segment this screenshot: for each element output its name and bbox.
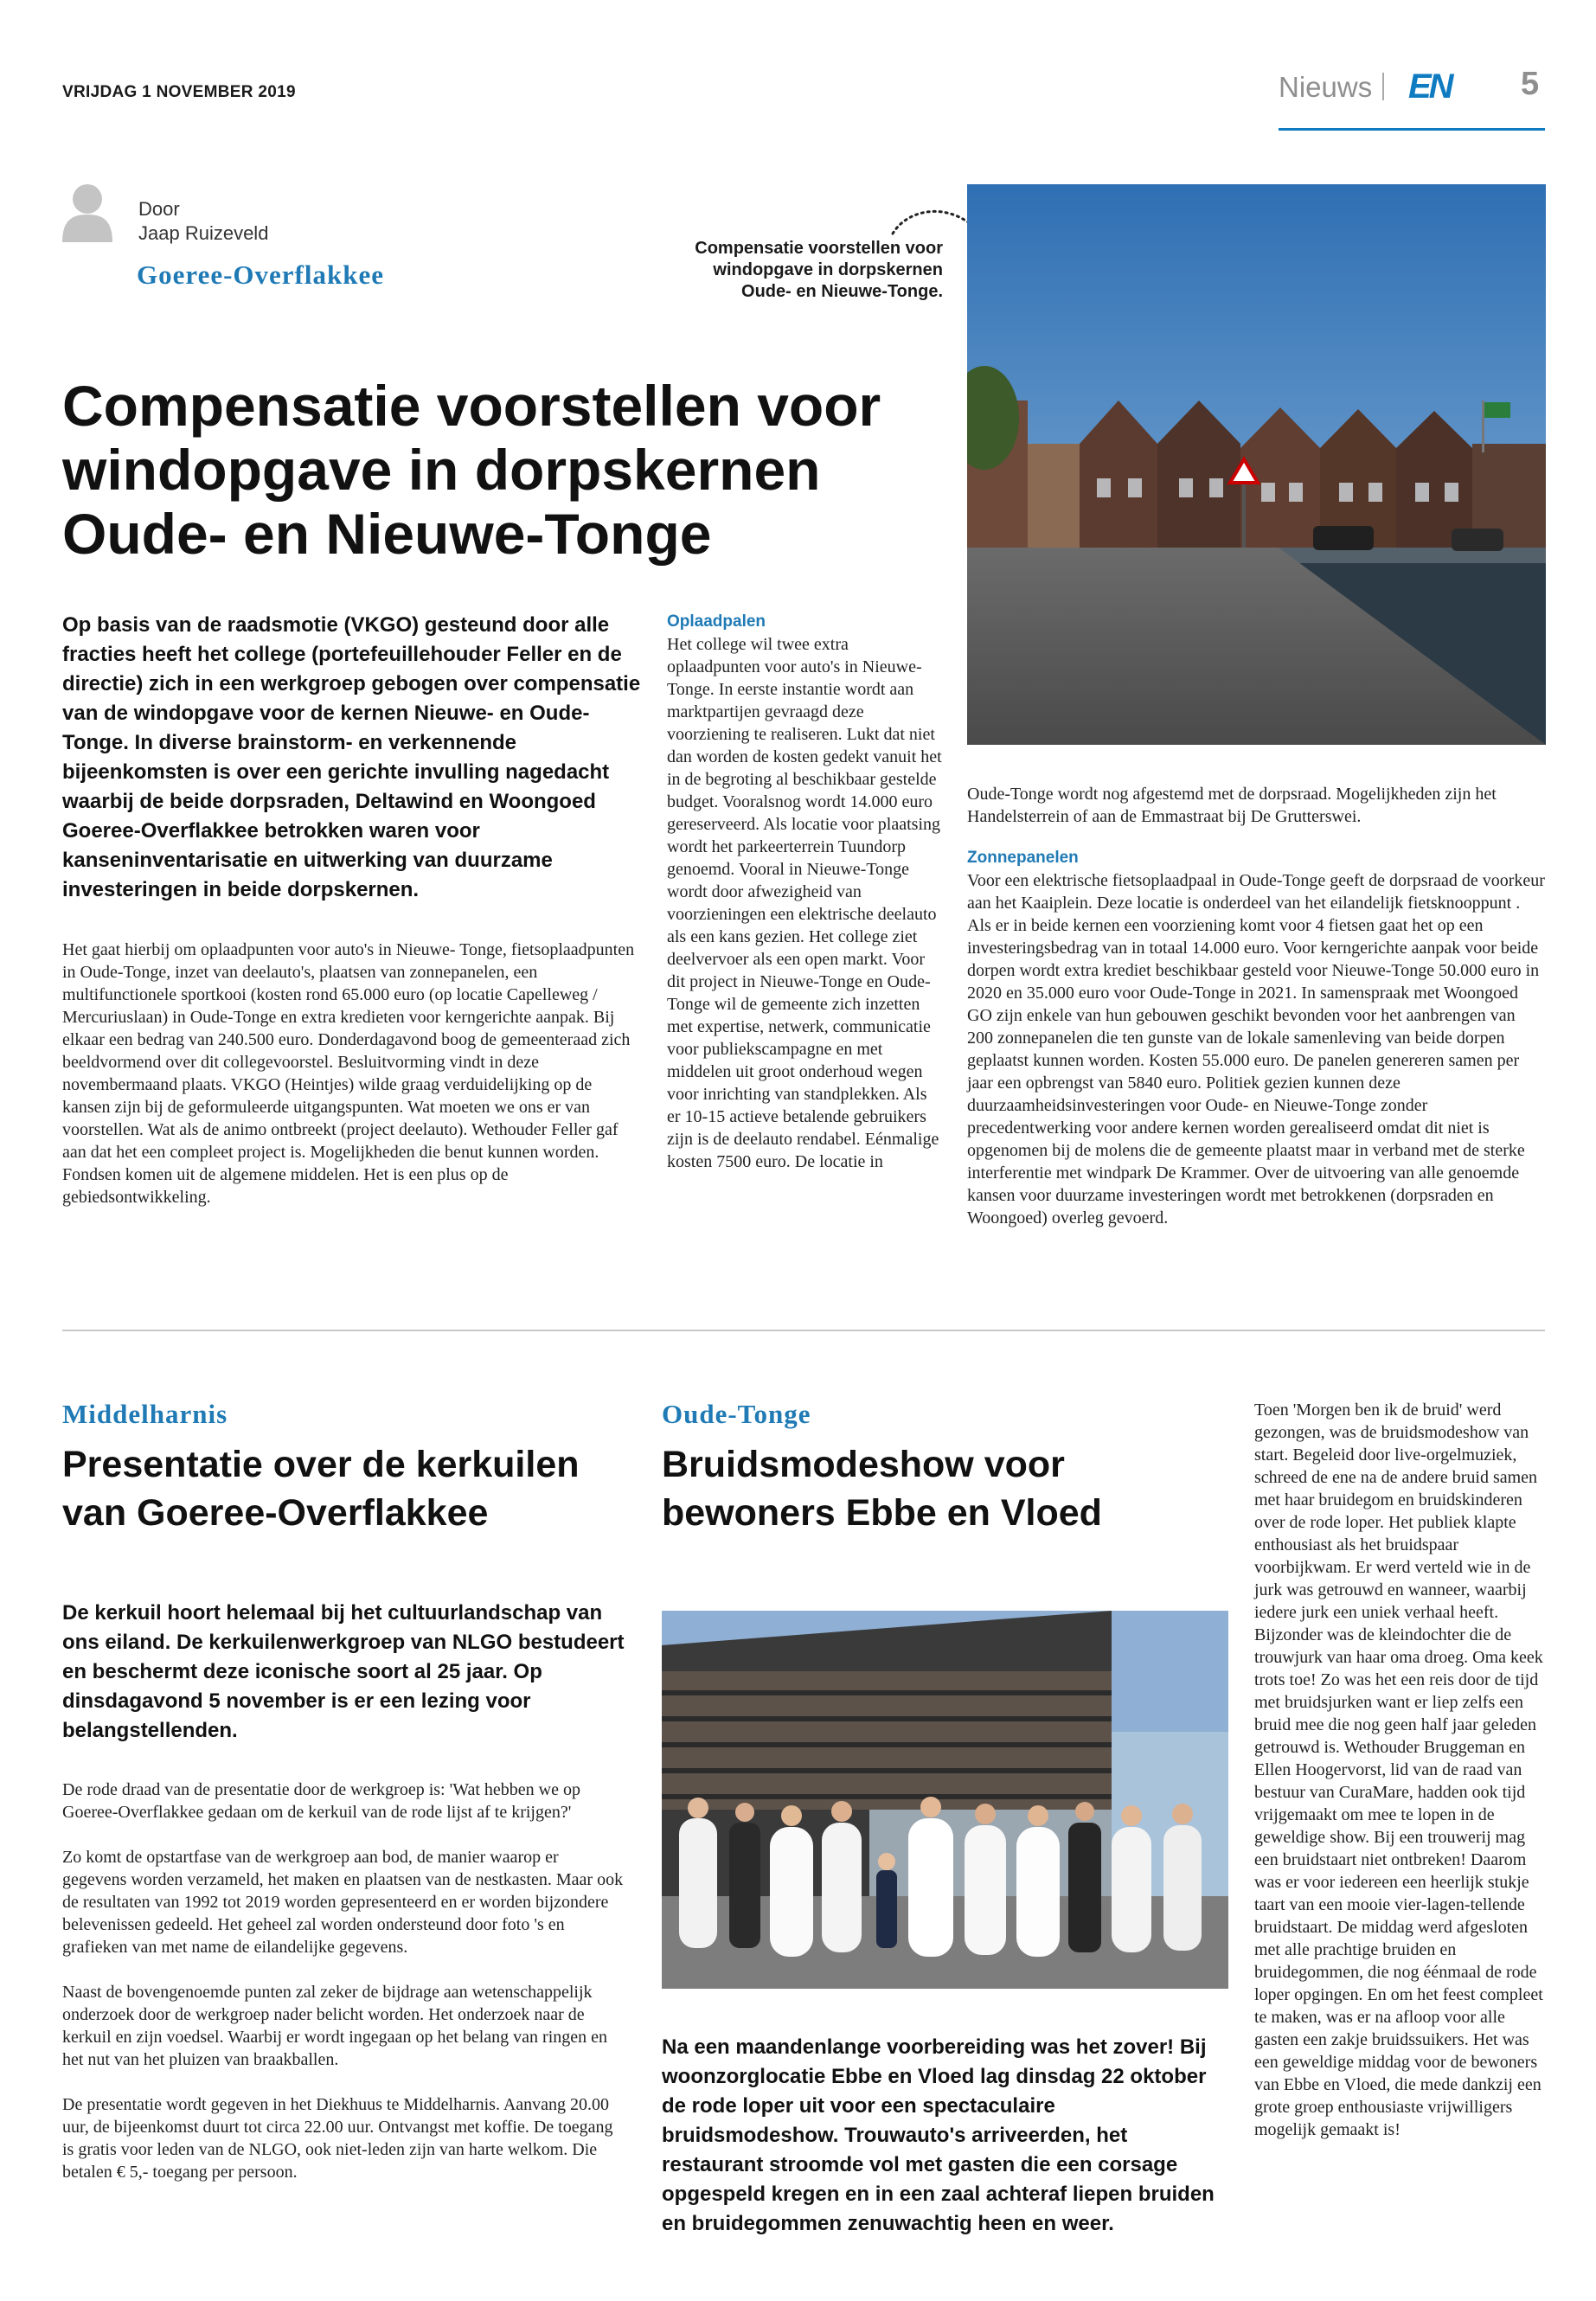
article-kicker: Middelharnis <box>62 1399 228 1429</box>
section-divider <box>62 1330 1545 1331</box>
header-rule <box>1279 128 1545 131</box>
issue-date: VRIJDAG 1 NOVEMBER 2019 <box>62 83 296 101</box>
bridal-show-photo <box>662 1611 1228 1989</box>
headline-text: Presentatie over de kerkuilen van Goeree-Overflakkee <box>62 1444 580 1534</box>
page-number: 5 <box>1521 66 1540 102</box>
column-3-continuation: Oude-Tonge wordt nog afgestemd met de dorpsraad. Mogelijkheden zijn het Handelsterrein of aan de Emmastraat bij De Grutterswei. <box>967 785 1497 826</box>
headline-text: Bruidsmodeshow voor bewoners Ebbe en Vloed <box>662 1444 1102 1534</box>
article-headline <box>662 1440 1215 1537</box>
subhead-oplaadpalen: Oplaadpalen <box>667 612 766 631</box>
byline-prefix: Door <box>138 198 180 220</box>
oplaadpalen-text: Het college wil twee extra oplaadpunten voor auto's in Nieuwe-Tonge. In eerste instantie wordt aan marktpartijen gevraagd deze voorziening te realiseren. Lukt dat niet dan worden de kosten gedekt vanuit het in de begroting al beschikbaar gestelde budget. Vooralsnog wordt 14.000 euro gereserveerd. Als locatie voor plaatsing wordt het parkeerterrein Tuundorp genoemd. Vooral in Nieuwe-Tonge wordt door afwezigheid van voorzieningen een elektrische deelauto als een kans gezien. Het college ziet deelvervoer als een open markt. Voor dit project in Nieuwe-Tonge en Oude-Tonge wil de gemeente zich inzetten met expertise, netwerk, communicatie voor publiekscampagne en met middelen uit groot onderhoud wegen voor inrichting van standplekken. Als er 10-15 actieve betalende gebruikers zijn is de deelauto rendabel. Eénmalige kosten 7500 euro. De locatie in <box>667 635 942 1171</box>
article-lead: De kerkuil hoort helemaal bij het cultuurlandschap van ons eiland. De kerkuilenwerkgroep van NLGO bestudeert en beschermt deze iconische soort al 25 jaar. Op dinsdagavond 5 november is er een lezing voor belangstellenden. <box>62 1601 625 1742</box>
author-name: Jaap Ruizeveld <box>138 222 269 244</box>
body-paragraph: De rode draad van de presentatie door de werkgroep is: 'Wat hebben we op Goeree-Overflakkee gedaan om de kerkuil van de rode lijst af te krijgen?' <box>62 1780 580 1822</box>
body-paragraph: Zo komt de opstartfase van de werkgroep aan bod, de manier waarop er gegevens worden verzameld, het maken en plaatsen van de nestkasten. Maar ook de resultaten van 1992 tot 2019 worden gepresenteerd en er worden bijzondere belevenissen gedeeld. Het geheel zal worden ondersteund door foto 's en grafieken van met name de eilandelijke gegevens. <box>62 1848 624 1957</box>
article-body: Toen 'Morgen ben ik de bruid' werd gezongen, was de bruidsmodeshow van start. Begeleid door live-orgelmuziek, schreed de ene na de andere bruid samen met haar bruidegom en bruidskinderen over de rode loper. Het publiek klapte enthousiast als het bruidspaar voorbijkwam. Er werd verteld wie in de jurk was getrouwd en wanneer, waarbij iedere jurk een uniek verhaal heeft. Bijzonder was de kleindochter die de trouwjurk van haar oma droeg. Oma keek trots toe! Zo was het een reis door de tijd met bruidsjurken want er liep zelfs een bruid mee die nog geen half jaar geleden getrouwd is. Wethouder Bruggeman en Ellen Hoogervorst, lid van de raad van bestuur van CuraMare, hadden ook tijd vrijgemaakt om mee te lopen in de geweldige show. Bij een trouwerij mag een bruidstaart niet ontbreken! Daarom was er voor iedereen een heerlijk stukje taart van een mooie vier-lagen-tellende bruidstaart. De middag werd afgesloten met alle prachtige bruiden en bruidegommen, die nog éénmaal de rode loper opgingen. En om het feest compleet te maken, was er na afloop voor alle gasten een zakje bruidssuikers. Het was een geweldige middag voor de bewoners van Ebbe en Vloed, die mede dankzij een grote groep enthousiaste vrijwilligers mogelijk gemaakt is! <box>1254 1400 1543 2139</box>
article-headline <box>62 1440 633 1537</box>
newspaper-logo: EN <box>1408 67 1452 106</box>
article-kicker: Goeree-Overflakkee <box>137 260 384 290</box>
photo-caption: Compensatie voorstellen voor windopgave in dorpskernen Oude- en Nieuwe-Tonge. <box>695 239 943 301</box>
village-harbour-photo <box>967 184 1546 745</box>
subhead-zonnepanelen: Zonnepanelen <box>967 849 1079 867</box>
body-paragraph: Naast de bovengenoemde punten zal zeker de bijdrage aan wetenschappelijk onderzoek door de werkgroep nader belicht worden. Het onderzoek naar de kerkuil en zijn voedsel. Waarbij er wordt ingegaan op het belang van ringen en het nut van het pluizen van braakballen. <box>62 1983 608 2069</box>
article-column-2 <box>667 611 944 1173</box>
article-body <box>62 1779 625 2206</box>
section-label: Nieuws <box>1279 71 1373 103</box>
article-lead: Na een maandenlange voorbereiding was het zover! Bij woonzorglocatie Ebbe en Vloed lag dinsdag 22 oktober de rode loper uit voor een spectaculaire bruidsmodeshow. Trouwauto's arriveerden, het restaurant stroomde vol met gasten die een corsage opgespeld kregen en in een zaal achteraf liepen bruiden en bruidegommen zenuwachtig heen en weer. <box>662 2035 1215 2235</box>
zonnepanelen-text: Voor een elektrische fietsoplaadpaal in Oude-Tonge geeft de dorpsraad de voorkeur aan het Kaaiplein. Deze locatie is onderdeel van het eilandelijk fietsknooppunt . Als er in beide kernen een voorziening komt voor 4 fietsen gaat het op een investeringsbedrag van in totaal 14.000 euro. Voor kerngerichte aanpak voor beide dorpen wordt extra krediet beschikbaar gesteld voor Nieuwe-Tonge 50.000 euro in 2020 en 35.000 euro voor Oude-Tonge in 2021. In samenspraak met Woongoed GO zijn enkele van hun gebouwen geschikt bevonden voor het aanbrengen van 200 zonnepanelen die ten gunste van de lokale samenleving van beide dorpen geplaatst kunnen worden. Kosten 55.000 euro. De panelen genereren samen per jaar een opbrengst van 5840 euro. Politiek gezien kunnen deze duurzaamheidsinvesteringen voor Oude- en Nieuwe-Tonge zonder precedentwerking voor andere kernen worden gerealiseerd omdat dit niet is opgenomen bij de molens die de gemeente plaatst maar in verband met de sterke interferentie met windpark De Krammer. Over de uitvoering van alle genoemde kansen voor duurzame investeringen wordt met betrokkenen (dorpsraden en Woongoed) overleg gevoerd. <box>967 871 1545 1227</box>
article-body: Het gaat hierbij om oplaadpunten voor auto's in Nieuwe- Tonge, fietsoplaadpunten in Oude-Tonge, inzet van deelauto's, plaatsen van zonnepanelen, een multifunctionele sportkooi (kosten rond 65.000 euro (op locatie Capelleweg / Mercuriuslaan) in Oude-Tonge en extra kredieten voor kerngerichte aanpak. Bij elkaar een bedrag van 240.500 euro. Donderdagavond boog de gemeenteraad zich beeldvormend over dit collegevoorstel. Besluitvorming vindt in deze novembermaand plaats. VKGO (Heintjes) wilde graag verduidelijking op de kansen zijn bij de geformuleerde uitgangspunten. Wat moeten we ons er van voorstellen. Wat als de animo ontbreekt (project deelauto). Wethouder Feller gaf aan dat het een compleet project is. Mogelijkheden die benut kunnen worden. Fondsen komen uit de algemene middelen. Het is een plus op de gebiedsontwikkeling. <box>62 940 635 1207</box>
byline <box>138 197 268 246</box>
body-paragraph: De presentatie wordt gegeven in het Diekhuus te Middelharnis. Aanvang 20.00 uur, de bijeenkomst duurt tot circa 22.00 uur. Ontvangst met koffie. De toegang is gratis voor leden van de NLGO, ook niet-leden zijn van harte welkom. Die betalen € 5,- toegang per persoon. <box>62 2095 613 2182</box>
article-lead: Op basis van de raadsmotie (VKGO) gesteund door alle fracties heeft het college (portefeuillehouder Feller en de directie) zich in een werkgroep gebogen over compensatie van de windopgave voor de kernen Nieuwe- en Oude-Tonge. In diverse brainstorm- en verkennende bijeenkomsten is over een gerichte invulling nagedacht waarbij de beide dorpsraden, Deltawind en Woongoed Goeree-Overflakkee betrokken waren voor kanseninventarisatie en uitwerking van duurzame investeringen in beide dorpskernen. <box>62 613 641 901</box>
article-headline: Compensatie voorstellen voor windopgave in dorpskernen Oude- en Nieuwe-Tonge <box>62 374 881 566</box>
section-separator <box>1382 73 1384 100</box>
author-avatar-icon <box>62 182 112 242</box>
article-kicker: Oude-Tonge <box>662 1399 811 1429</box>
article-column-3 <box>967 783 1545 1229</box>
